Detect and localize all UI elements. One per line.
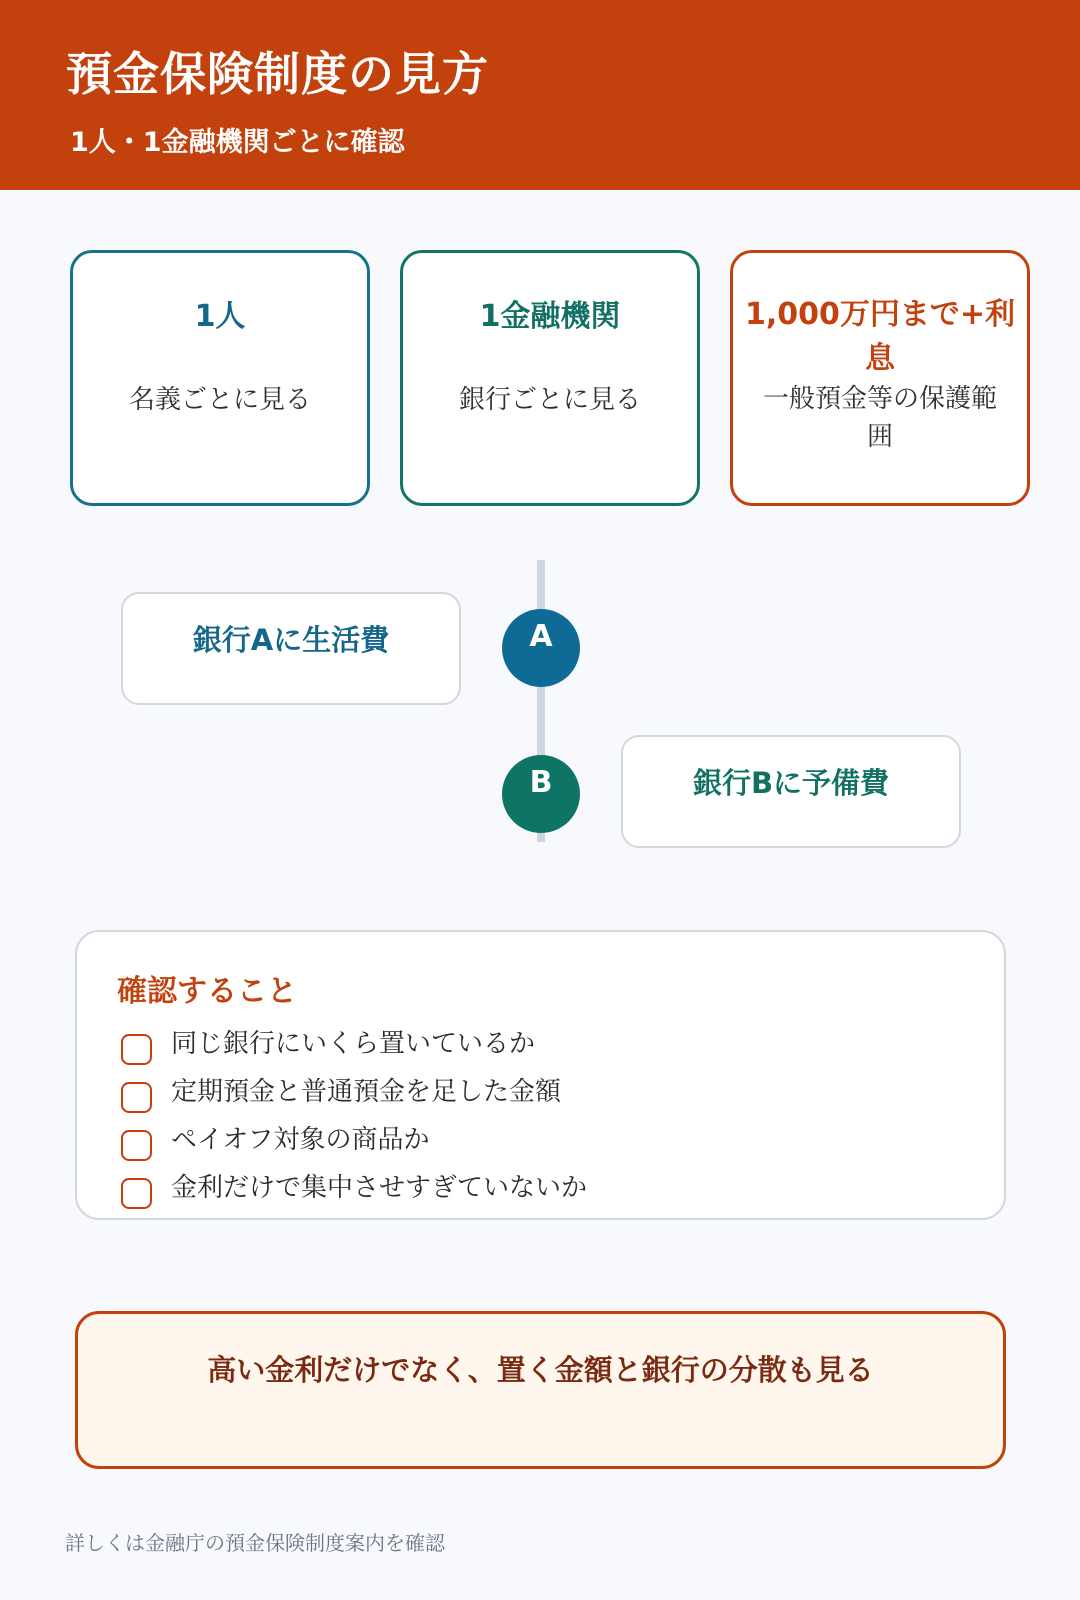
- checklist-item-label: ペイオフ対象の商品か: [171, 1125, 430, 1155]
- node-a: A: [502, 609, 580, 687]
- footer-note: 詳しくは金融庁の預金保険制度案内を確認: [65, 1531, 445, 1555]
- checklist-card: [75, 930, 1006, 1220]
- card-institution-title: 1金融機関: [479, 299, 621, 334]
- card-institution-text: 銀行ごとに見る: [458, 385, 641, 415]
- checklist-item-label: 定期預金と普通預金を足した金額: [171, 1077, 562, 1107]
- card-coverage-title: 1,000万円まで+利息: [744, 297, 1016, 376]
- checklist-item[interactable]: [121, 1168, 961, 1208]
- checkbox[interactable]: [121, 1034, 152, 1065]
- checklist-item[interactable]: [121, 1072, 961, 1112]
- branch-bank-b: [621, 735, 961, 848]
- branch-bank-b-label: 銀行Bに予備費: [692, 766, 890, 800]
- checkbox[interactable]: [121, 1130, 152, 1161]
- checklist-item[interactable]: [121, 1120, 961, 1160]
- callout-text: 高い金利だけでなく、置く金額と銀行の分散も見る: [207, 1353, 874, 1387]
- checklist-item-label: 金利だけで集中させすぎていないか: [171, 1173, 588, 1203]
- branch-bank-a-label: 銀行Aに生活費: [192, 623, 390, 657]
- checklist-title: 確認すること: [117, 974, 297, 1009]
- callout-box: [75, 1311, 1006, 1469]
- card-coverage: [730, 250, 1030, 506]
- checkbox[interactable]: [121, 1082, 152, 1113]
- checklist-item[interactable]: [121, 1024, 961, 1064]
- header-banner: [0, 0, 1080, 190]
- card-person-text: 名義ごとに見る: [128, 385, 311, 415]
- checkbox[interactable]: [121, 1178, 152, 1209]
- page-title: 預金保険制度の見方: [66, 47, 489, 101]
- card-institution: [400, 250, 700, 506]
- card-person-title: 1人: [194, 299, 246, 334]
- checklist-item-label: 同じ銀行にいくら置いているか: [171, 1029, 536, 1059]
- page-subtitle: 1人・1金融機関ごとに確認: [70, 127, 405, 158]
- node-b: B: [502, 755, 580, 833]
- card-person: [70, 250, 370, 506]
- branch-bank-a: [121, 592, 461, 705]
- card-coverage-text: 一般預金等の保護範囲: [762, 384, 997, 452]
